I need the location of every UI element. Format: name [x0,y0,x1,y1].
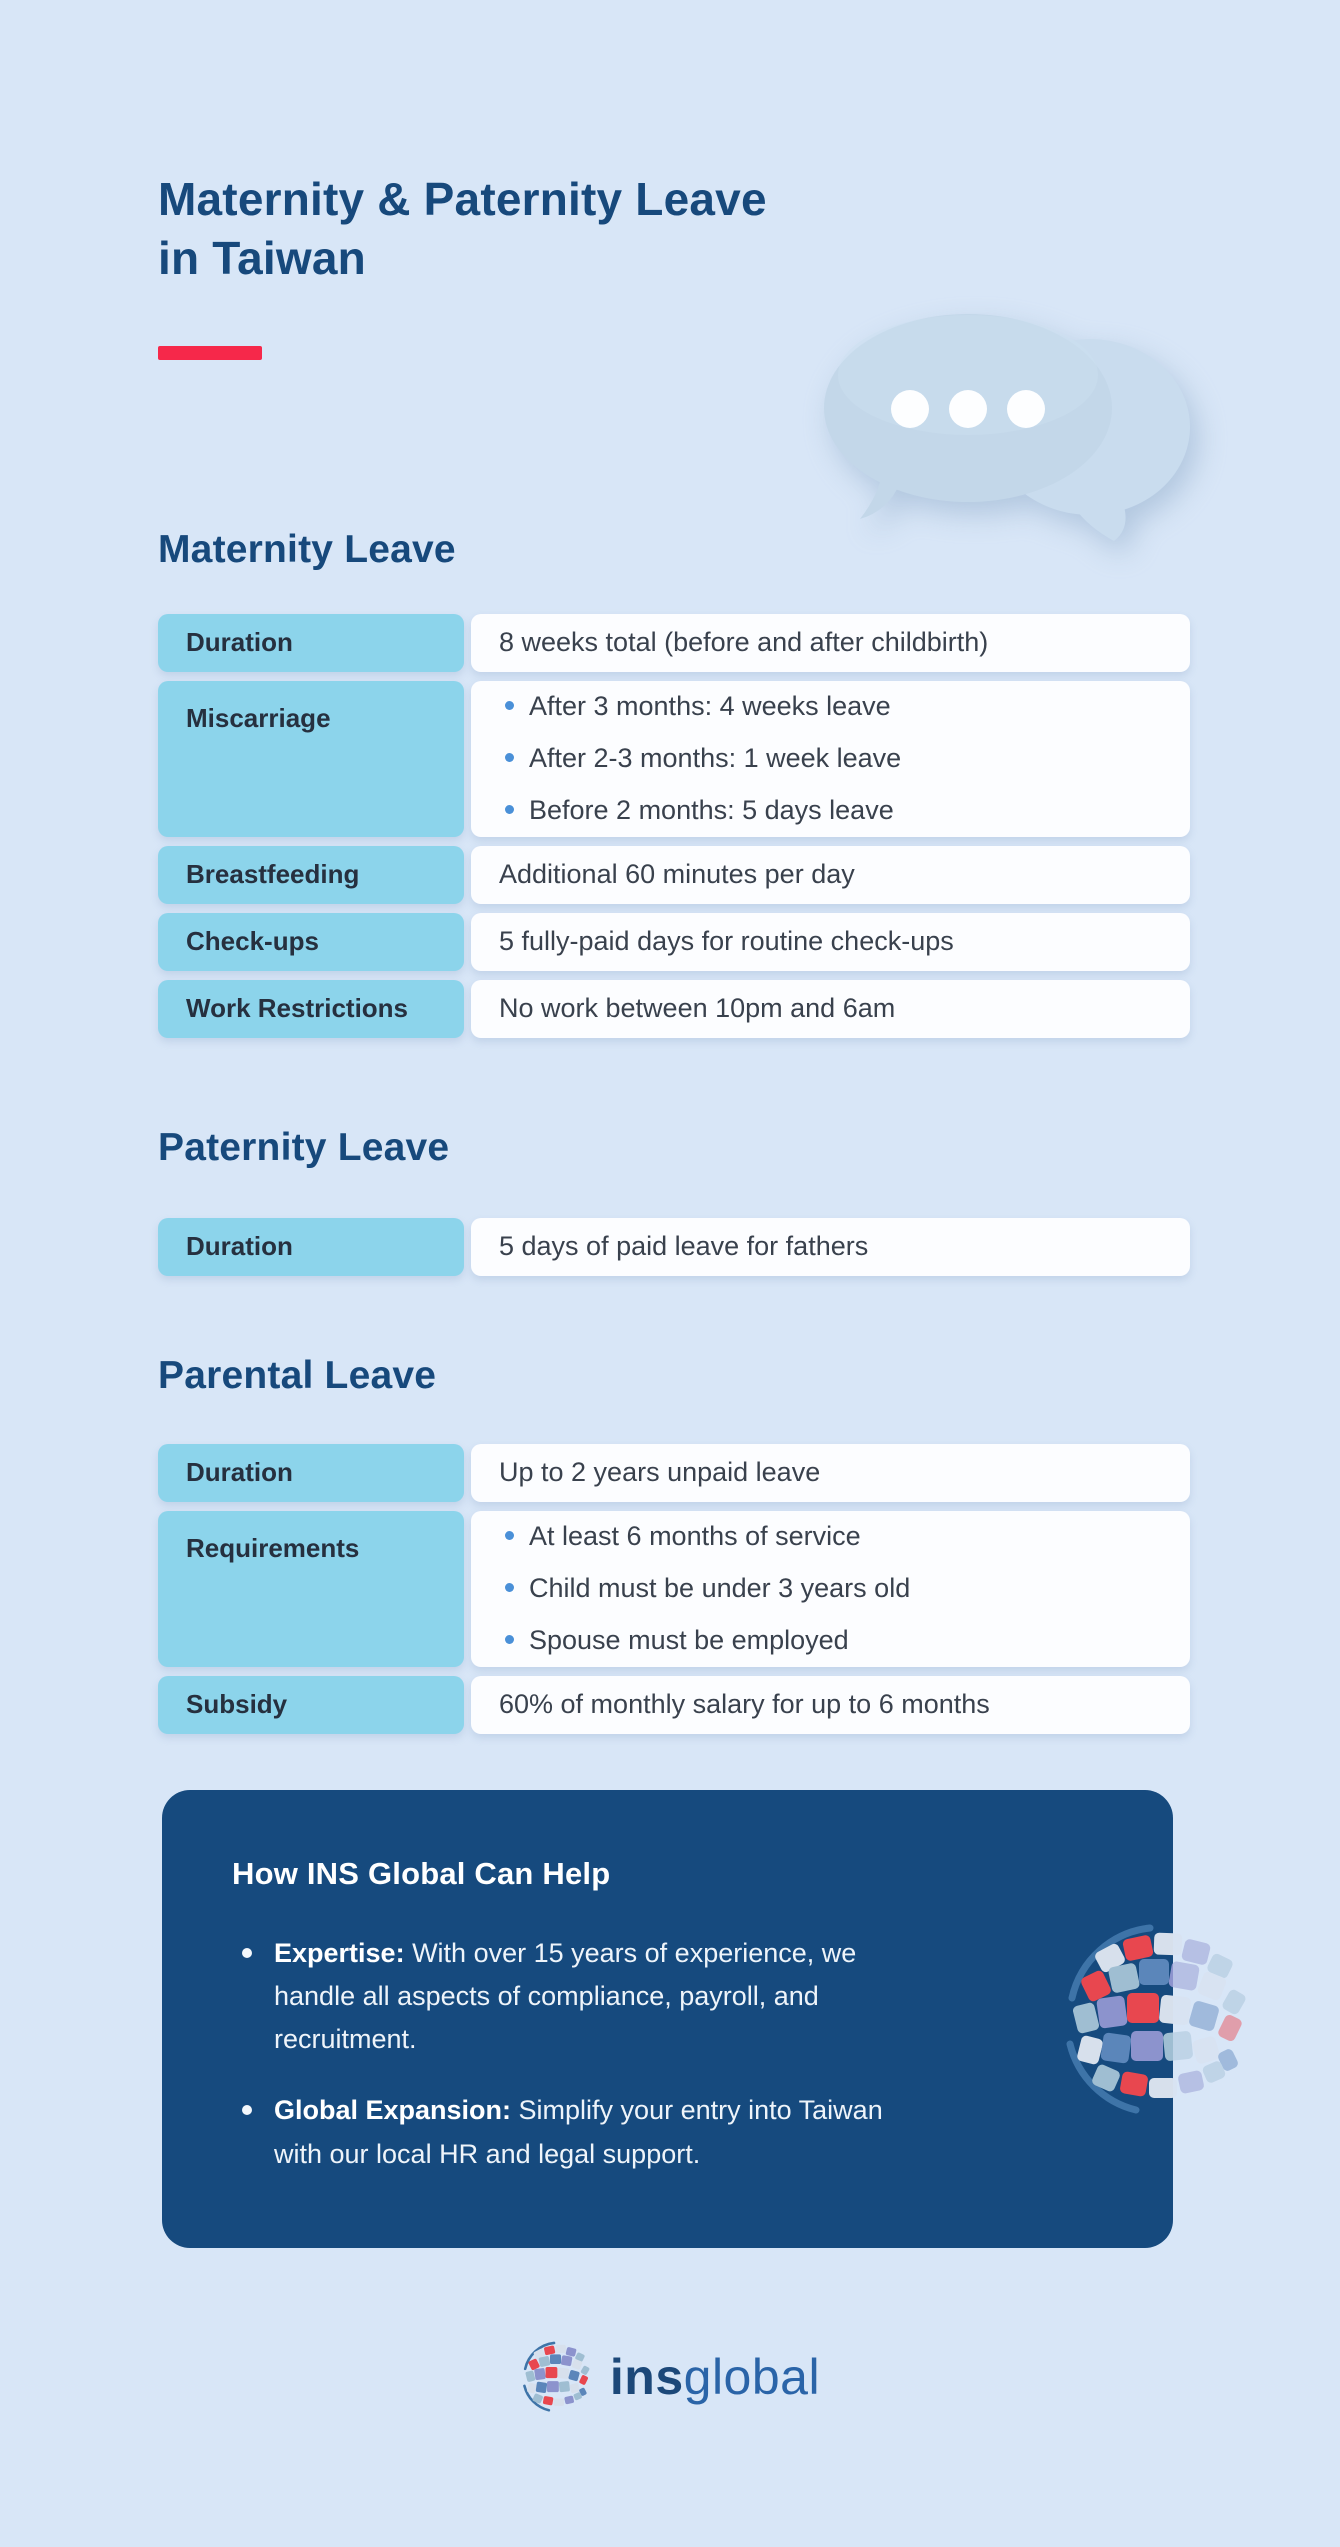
logo-text-light: global [683,2348,821,2405]
logo-globe-icon [520,2340,594,2414]
row-value [471,846,1190,904]
row-label: Breastfeeding [158,846,464,904]
bullet-item: At least 6 months of service [499,1518,1170,1556]
value-text: 60% of monthly salary for up to 6 months [499,1688,990,1719]
logo-text-bold: ins [609,2348,684,2405]
row-label: Miscarriage [158,681,464,837]
bullet-item: After 3 months: 4 weeks leave [499,688,1170,726]
footer-logo [0,2340,1340,2414]
row-value [471,1511,1190,1667]
page-title [158,170,878,288]
value-text: Additional 60 minutes per day [499,858,855,889]
row-value [471,614,1190,672]
row-value [471,913,1190,971]
table-row [158,614,1190,672]
section-heading-parental: Parental Leave [158,1353,437,1397]
row-value [471,1676,1190,1734]
red-accent-bar [158,346,262,360]
bullet-item: Before 2 months: 5 days leave [499,792,1170,830]
section-heading-paternity: Paternity Leave [158,1125,450,1169]
help-item-lead: Expertise: [274,1937,405,1968]
row-label: Requirements [158,1511,464,1667]
bullet-item: Spouse must be employed [499,1622,1170,1660]
row-value [471,1444,1190,1502]
value-text: Up to 2 years unpaid leave [499,1456,821,1487]
chat-bubbles-illustration [822,305,1194,550]
row-label: Subsidy [158,1676,464,1734]
help-item-text: With over 15 years of experience, we handle all aspects of compliance, payroll, and recruitment. [274,1937,857,2055]
paternity-table [158,1218,1190,1276]
row-label: Check-ups [158,913,464,971]
row-value [471,980,1190,1038]
value-text: 5 days of paid leave for fathers [499,1230,869,1261]
help-card-heading: How INS Global Can Help [232,1855,611,1891]
table-row [158,846,1190,904]
row-label: Work Restrictions [158,980,464,1038]
help-item-lead: Global Expansion: [274,2095,512,2126]
row-label: Duration [158,1218,464,1276]
table-row [158,1676,1190,1734]
page-title-line2: in Taiwan [158,231,366,284]
table-row [158,1511,1190,1667]
bullet-item: After 2-3 months: 1 week leave [499,740,1170,778]
table-row [158,980,1190,1038]
row-label: Duration [158,1444,464,1502]
table-row [158,681,1190,837]
maternity-table [158,614,1190,1038]
section-heading-maternity: Maternity Leave [158,527,456,571]
globe-fade-overlay [1173,1920,1258,2120]
value-text: 8 weeks total (before and after childbirth) [499,626,989,657]
page-title-line1: Maternity & Paternity Leave [158,173,767,225]
bullet-item: Child must be under 3 years old [499,1570,1170,1608]
help-item-text: Simplify your entry into Taiwan with our local HR and legal support. [274,2095,883,2169]
table-row [158,913,1190,971]
help-list-item [232,1932,924,2062]
value-text: No work between 10pm and 6am [499,992,896,1023]
table-row [158,1218,1190,1276]
value-text: 5 fully-paid days for routine check-ups [499,925,954,956]
help-card [162,1790,1173,2248]
row-value [471,1218,1190,1276]
table-row [158,1444,1190,1502]
row-value [471,681,1190,837]
parental-table [158,1444,1190,1734]
logo-text [610,2348,820,2406]
row-label: Duration [158,614,464,672]
help-list-item [232,2089,924,2175]
